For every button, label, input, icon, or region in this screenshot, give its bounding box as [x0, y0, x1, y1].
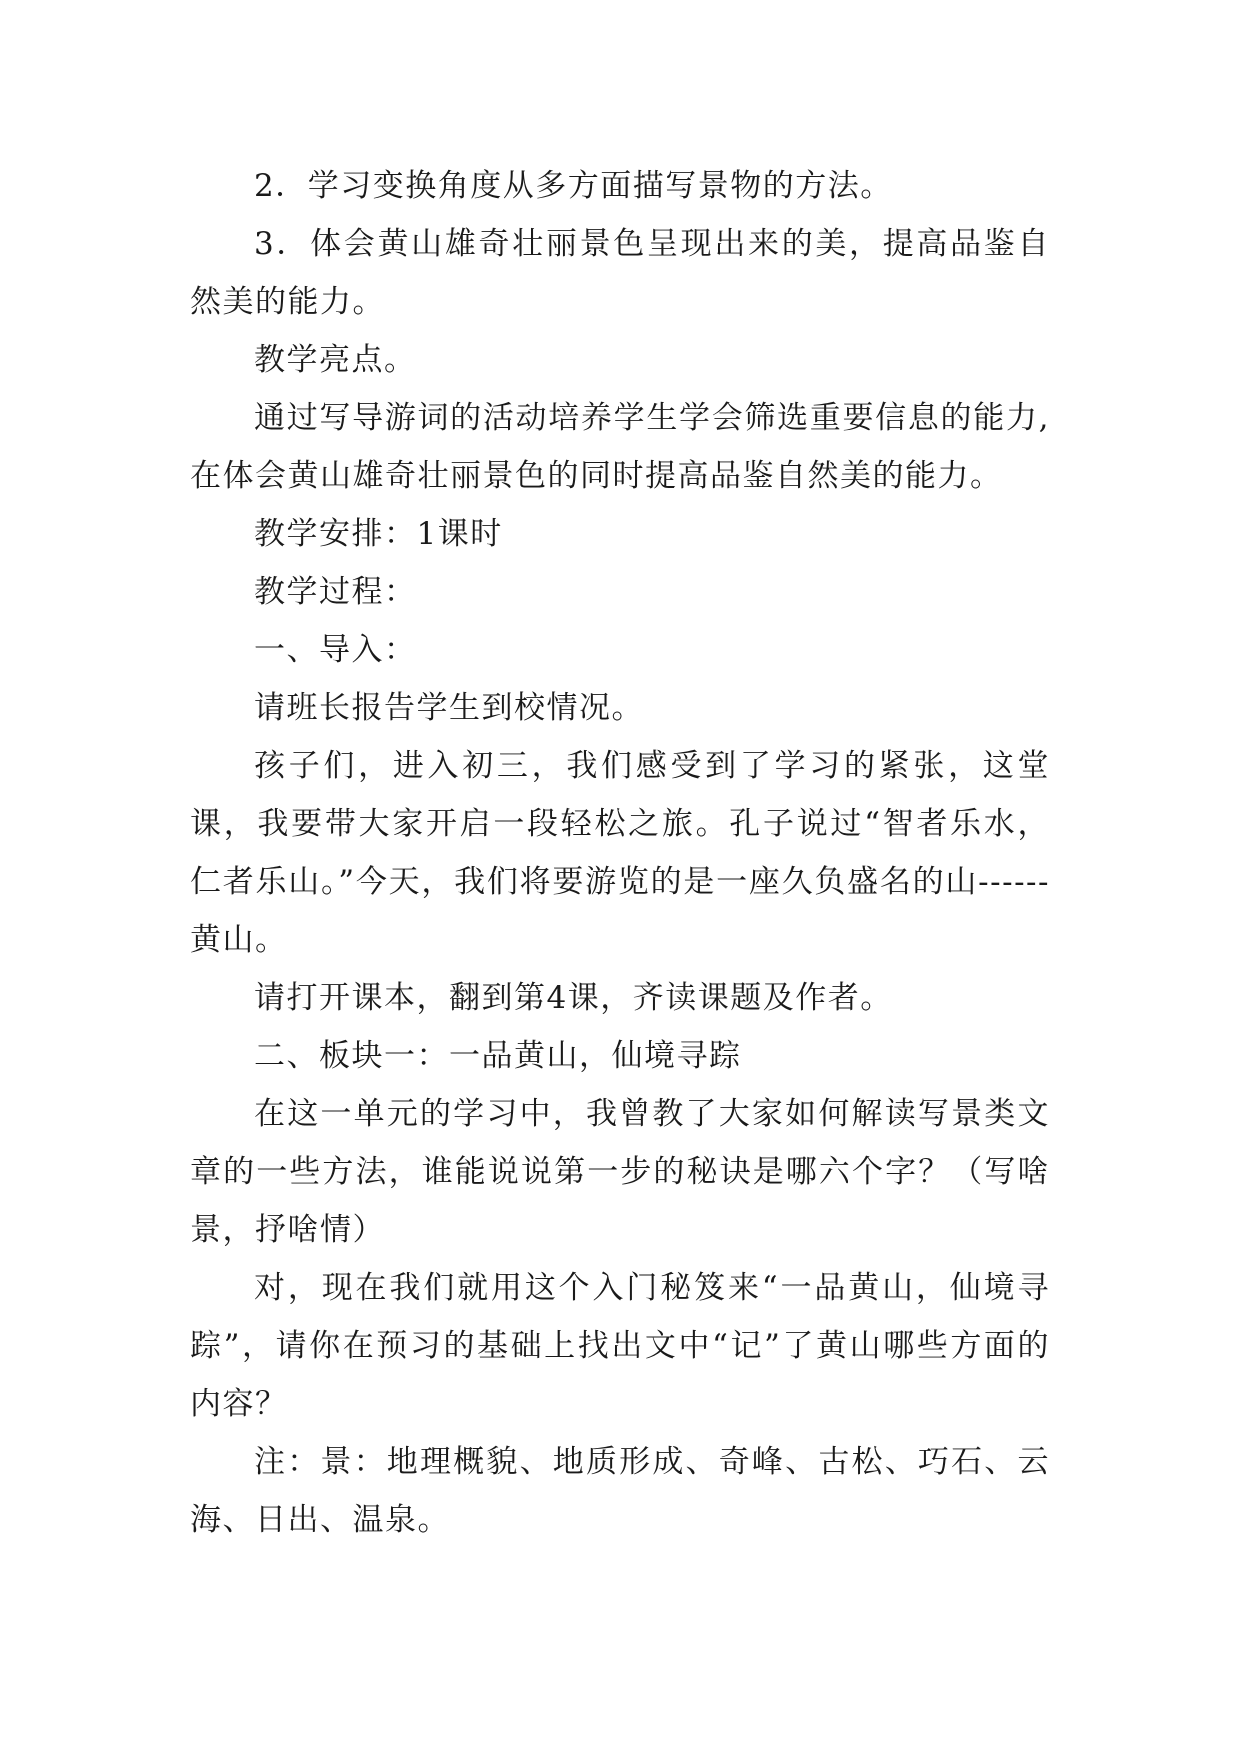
objective-2: 2．学习变换角度从多方面描写景物的方法。 — [254, 168, 893, 204]
objective-3: 3．体会黄山雄奇壮丽景色呈现出来的美，提高品鉴自然美的能力。 — [190, 226, 1050, 320]
teaching-highlights-heading: 教学亮点。 — [254, 342, 417, 378]
document-page — [190, 0, 1050, 1549]
teaching-highlights-text: 通过写导游词的活动培养学生学会筛选重要信息的能力,在体会黄山雄奇壮丽景色的同时提高品鉴自然美的能力。 — [190, 400, 1050, 494]
intro-paragraph-3: 请打开课本，翻到第4课，齐读课题及作者。 — [254, 980, 893, 1016]
block-one-note: 注：景：地理概貌、地质形成、奇峰、古松、巧石、云海、日出、温泉。 — [190, 1444, 1050, 1538]
intro-paragraph-2: 孩子们，进入初三，我们感受到了学习的紧张，这堂课，我要带大家开启一段轻松之旅。孔子说过“智者乐水，仁者乐山。”今天，我们将要游览的是一座久负盛名的山------黄山。 — [190, 748, 1050, 958]
block-one-paragraph-2: 对，现在我们就用这个入门秘笈来“一品黄山，仙境寻踪”，请你在预习的基础上找出文中“记”了黄山哪些方面的内容？ — [190, 1270, 1050, 1422]
teaching-process-heading: 教学过程： — [254, 574, 417, 610]
section-block-one-heading: 二、板块一：一品黄山，仙境寻踪 — [254, 1038, 742, 1074]
section-intro-heading: 一、导入： — [254, 632, 417, 668]
teaching-schedule: 教学安排：1课时 — [254, 516, 503, 552]
block-one-paragraph-1: 在这一单元的学习中，我曾教了大家如何解读写景类文章的一些方法，谁能说说第一步的秘诀是哪六个字？（写啥景，抒啥情） — [190, 1096, 1050, 1248]
intro-paragraph-1: 请班长报告学生到校情况。 — [254, 690, 644, 726]
